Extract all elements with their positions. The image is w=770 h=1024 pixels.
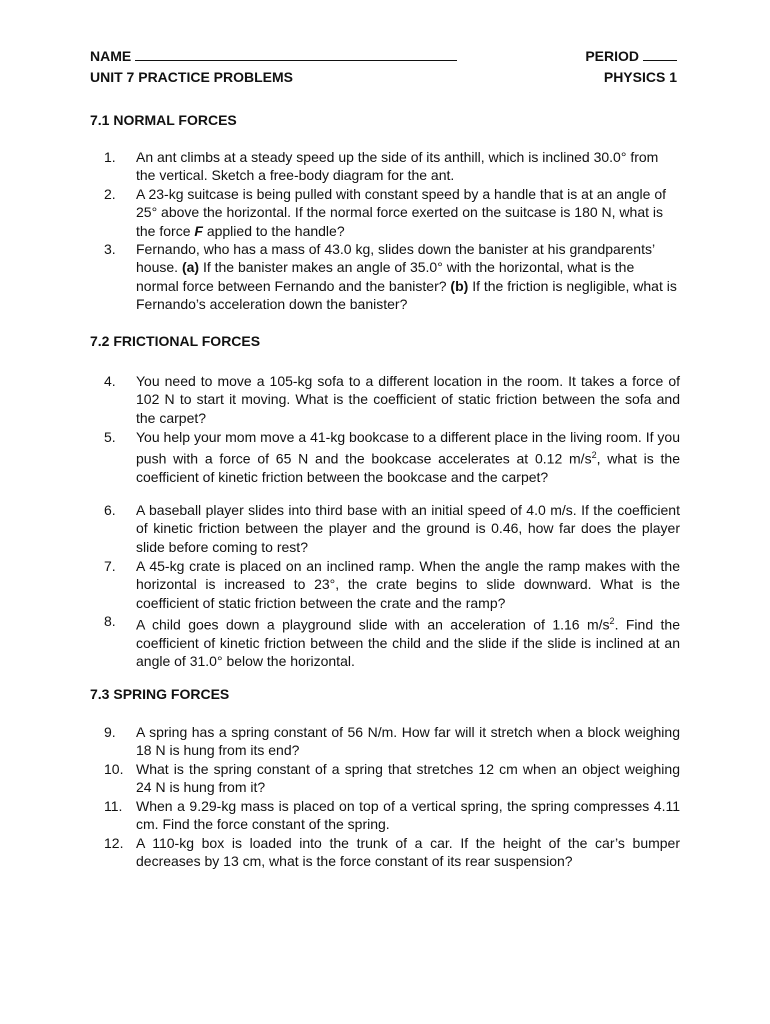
problem-1	[104, 148, 680, 185]
problem-text	[136, 240, 680, 314]
problem-text-part: Fernando, who has a mass of 43.0 kg, slides down the banister at his grandparents’ house.	[136, 241, 655, 276]
problem-11	[104, 797, 680, 834]
problem-5	[104, 428, 680, 487]
problem-text	[136, 612, 680, 671]
problem-10	[104, 760, 680, 797]
problem-text: A spring has a spring constant of 56 N/m. How far will it stretch when a block weighing 18 N is hung from its end?	[136, 724, 680, 759]
problem-2	[104, 185, 680, 240]
problem-number: 8.	[104, 613, 116, 629]
problem-text-part: If the banister makes an angle of 35.0° with the horizontal, what is the normal force between Fernando and the banister?	[136, 259, 635, 294]
section-title-normal-forces: 7.1 NORMAL FORCES	[90, 112, 237, 128]
problem-text: What is the spring constant of a spring that stretches 12 cm when an object weighing 24 N is hung from it?	[136, 761, 680, 796]
period-label: PERIOD	[585, 48, 639, 64]
superscript: 2	[591, 450, 597, 461]
problem-4	[104, 372, 680, 427]
name-blank-line[interactable]	[135, 48, 457, 61]
superscript: 2	[609, 616, 615, 626]
problem-text: An ant climbs at a steady speed up the side of its anthill, which is inclined 30.0° from the vertical. Sketch a free-body diagram for the ant.	[136, 149, 659, 184]
problem-text-part: . Find the coefficient of kinetic friction between the child and the slide if the slide is inclined at an angle of 31.0° below the horizontal.	[136, 616, 680, 670]
problem-12	[104, 834, 680, 871]
problem-7	[104, 557, 680, 612]
problem-6	[104, 501, 680, 556]
problem-text: A 110-kg box is loaded into the trunk of a car. If the height of the car’s bumper decreases by 13 cm, what is the force constant of its rear suspension?	[136, 835, 680, 870]
force-symbol: F	[194, 222, 203, 239]
part-b-label: (b)	[450, 277, 469, 294]
problem-text: A baseball player slides into third base with an initial speed of 4.0 m/s. If the coefficient of kinetic friction between the player and the ground is 0.46, how far does the player slide before coming to rest?	[136, 502, 680, 555]
problem-text	[136, 428, 680, 487]
problem-number: 1.	[104, 149, 116, 165]
problem-3	[104, 240, 680, 314]
part-a-label: (a)	[181, 259, 200, 276]
period-field	[585, 48, 677, 64]
problem-number: 11.	[104, 798, 123, 814]
problem-number: 6.	[104, 502, 116, 518]
problem-number: 3.	[104, 241, 116, 257]
name-field	[90, 48, 457, 64]
problem-number: 7.	[104, 558, 116, 574]
problem-text: You need to move a 105-kg sofa to a different location in the room. It takes a force of 102 N to start it moving. What is the coefficient of static friction between the sofa and the carpet?	[136, 373, 680, 426]
name-label: NAME	[90, 48, 132, 64]
problem-number: 10.	[104, 761, 124, 777]
period-blank-line[interactable]	[643, 48, 677, 61]
problem-text: When a 9.29-kg mass is placed on top of a vertical spring, the spring compresses 4.11 cm. Find the force constant of the spring.	[136, 798, 680, 833]
problem-number: 4.	[104, 373, 116, 389]
problem-text-part: If the friction is negligible, what is Fernando’s acceleration down the banister?	[136, 277, 677, 313]
problem-text-part: You help your mom move a 41-kg bookcase to a different place in the living room. If you push with a force of 65 N and the bookcase accelerates at 0.12 m/s	[136, 429, 680, 468]
problem-number: 12.	[104, 835, 124, 851]
problem-text-part: A 23-kg suitcase is being pulled with constant speed by a handle that is at an angle of 25° above the horizontal. If the normal force exerted on the suitcase is 180 N, what is the force	[136, 186, 667, 239]
unit-title: UNIT 7 PRACTICE PROBLEMS	[90, 69, 294, 85]
problem-text: A 45-kg crate is placed on an inclined ramp. When the angle the ramp makes with the horizontal is increased to 23°, the crate begins to slide downward. What is the coefficient of static friction between the crate and the ramp?	[136, 558, 680, 611]
problem-text-part: , what is the coefficient of kinetic friction between the bookcase and the carpet?	[136, 451, 680, 486]
problem-number: 2.	[104, 186, 116, 202]
problem-9	[104, 723, 680, 760]
problem-text	[136, 185, 680, 240]
problem-number: 5.	[104, 429, 116, 445]
section-title-frictional-forces: 7.2 FRICTIONAL FORCES	[90, 333, 261, 349]
problem-text-part: A child goes down a playground slide with an acceleration of 1.16 m/s	[136, 616, 610, 633]
section-title-spring-forces: 7.3 SPRING FORCES	[90, 686, 230, 702]
problem-text-part: applied to the handle?	[202, 222, 345, 239]
course-title: PHYSICS 1	[603, 69, 677, 85]
problem-number: 9.	[104, 724, 116, 740]
problem-8	[104, 612, 680, 671]
